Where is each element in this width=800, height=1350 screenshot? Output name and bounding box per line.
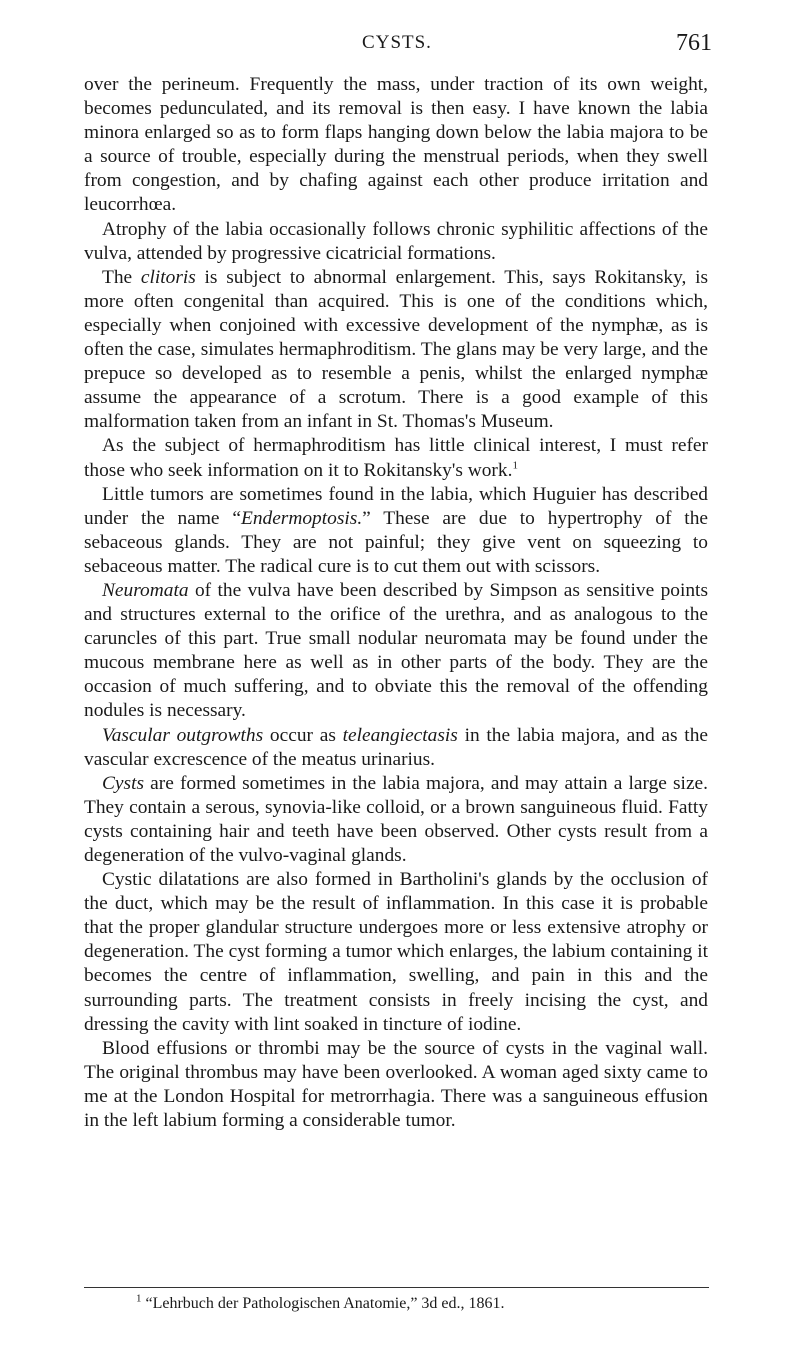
italic-term: clitoris xyxy=(140,266,196,288)
italic-term: Neuromata xyxy=(102,579,189,601)
text-run: is subject to abnormal enlargement. This, says Rokitansky, is more often congenital than acquired. This is one of the conditions which, especially when conjoined with excessive development of the nymphæ, as is often the case, simulates hermaphroditism. The glans may be very large, and the prepuce so developed as to resemble a penis, whilst the enlarged nymphæ assume the appearance of a scrotum. There is a good example of this malformation taken from an infant in St. Thomas's Museum. xyxy=(84,266,709,433)
paragraph xyxy=(84,73,708,218)
text-run: The xyxy=(102,266,141,288)
body-text xyxy=(84,73,708,1133)
footnote-rule xyxy=(84,1287,709,1288)
text-run: are formed sometimes in the labia majora, and may attain a large size. They contain a serous, synovia-like colloid, or a brown sanguineous fluid. Fatty cysts containing hair and teeth have been observed. Other cysts result from a degeneration of the vulvo-vaginal glands. xyxy=(84,772,708,866)
page-number: 761 xyxy=(676,30,712,56)
paragraph xyxy=(84,266,708,435)
text-run: Cystic dilatations are also formed in Bartholini's glands by the occlusion of the duct, which may be the result of inflammation. In this case it is probable that the proper glandular structure undergoes more or less extensive atrophy or degeneration. The cyst forming a tumor which enlarges, the labium containing it becomes the centre of inflammation, swelling, and pain in this and the surrounding parts. The treatment consists in freely incising the cyst, and dressing the cavity with lint soaked in tincture of iodine. xyxy=(84,869,708,1035)
text-run: ” These are due to hypertrophy of the sebaceous glands. They are not painful; they give vent on squeezing to sebaceous matter. The radical cure is to cut them out with scissors. xyxy=(84,507,708,577)
paragraph xyxy=(84,724,708,772)
italic-term: Vascular outgrowths xyxy=(102,724,264,746)
footnote xyxy=(136,1294,505,1314)
paragraph xyxy=(84,772,708,868)
footnote-marker: 1 xyxy=(136,1292,142,1305)
text-run: of the vulva have been described by Simpson as sensitive points and structures external to the orifice of the urethra, and as analogous to the caruncles of this part. True small nodular neuromata may be found under the mucous membrane here as well as in other parts of the body. They are the occasion of much suffering, and to obviate this the removal of the offending nodules is necessary. xyxy=(84,579,708,722)
paragraph xyxy=(84,579,708,724)
paragraph xyxy=(84,1037,708,1133)
text-run: in the labia majora, and as the vascular excrescence of the meatus urinarius. xyxy=(84,724,708,770)
footnote-text: “Lehrbuch der Pathologischen Anatomie,” 3d ed., 1861. xyxy=(141,1295,505,1312)
text-run: Little tumors are sometimes found in the labia, which Huguier has described under the name “ xyxy=(84,483,708,529)
text-run: As the subject of hermaphroditism has little clinical interest, I must refer those who seek information on it to Rokitansky's work. xyxy=(84,435,708,481)
text-run: occur as xyxy=(263,724,343,746)
running-title: CYSTS. xyxy=(362,32,432,53)
italic-term: Cysts xyxy=(102,772,145,794)
paragraph xyxy=(84,483,708,579)
running-head xyxy=(82,32,712,62)
paragraph xyxy=(84,868,708,1037)
text-run: Blood effusions or thrombi may be the source of cysts in the vaginal wall. The original thrombus may have been overlooked. A woman aged sixty came to me at the London Hospital for metrorrhagia. There was a sanguineous effusion in the left labium forming a considerable tumor. xyxy=(84,1037,708,1132)
italic-term: teleangiectasis xyxy=(342,724,458,746)
paragraph xyxy=(84,434,708,482)
text-run: Atrophy of the labia occasionally follows chronic syphilitic affections of the vulva, attended by progressive cicatricial formations. xyxy=(84,218,708,264)
footnote-reference: 1 xyxy=(512,459,518,472)
text-run: over the perineum. Frequently the mass, under traction of its own weight, becomes pedunculated, and its removal is then easy. I have known the labia minora enlarged so as to form flaps hanging down below the labia majora to be a source of trouble, especially during the menstrual periods, when they swell from congestion, and by chafing against each other produce irritation and leucorrhœa. xyxy=(84,74,708,216)
italic-term: Endermoptosis. xyxy=(240,507,363,529)
paragraph xyxy=(84,218,708,266)
